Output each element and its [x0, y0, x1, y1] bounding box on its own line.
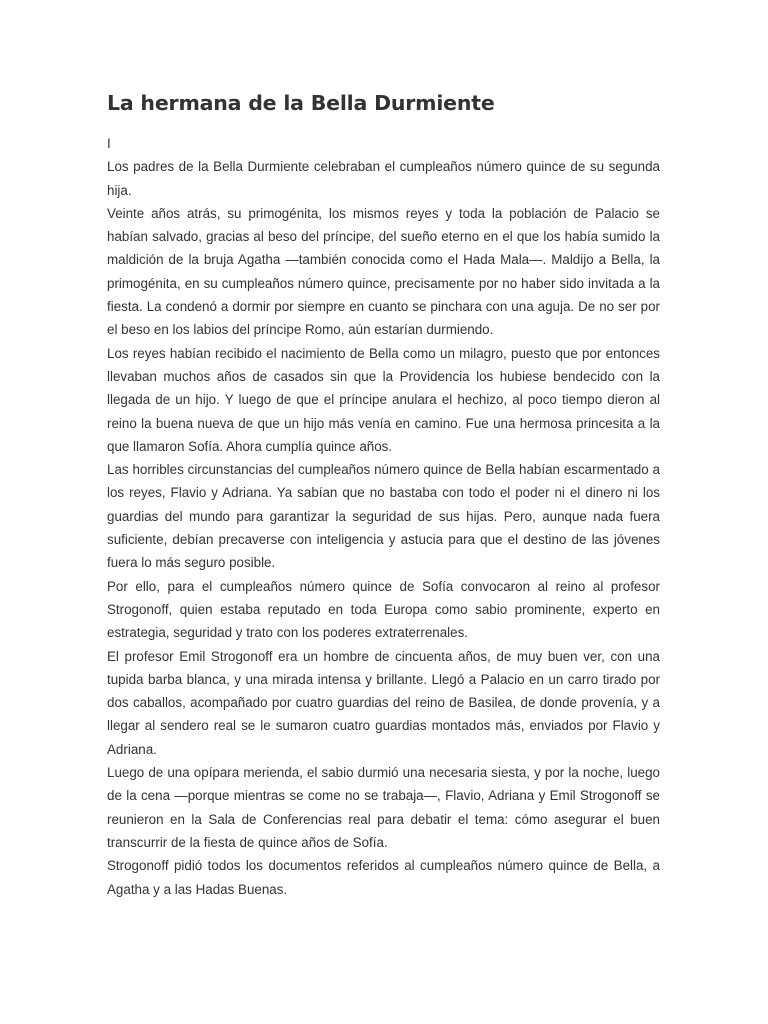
paragraph-8: Strogonoff pidió todos los documentos referidos al cumpleaños número quince de Bella, a Agatha y a las Hadas Buenas. — [107, 858, 660, 897]
paragraph-5: Por ello, para el cumpleaños número quince de Sofía convocaron al reino al profesor Strogonoff, quien estaba reputado en toda Europa como sabio prominente, experto en estrategia, seguridad y trato con los poderes extraterrenales. — [107, 578, 660, 641]
document-title: La hermana de la Bella Durmiente — [107, 91, 495, 115]
paragraph-3: Los reyes habían recibido el nacimiento de Bella como un milagro, puesto que por entonces llevaban muchos años de casados sin que la Providencia los hubiese bendecido con la llegada de un hijo. Y luego de que el príncipe anulara el hechizo, al poco tiempo dieron al reino la buena nueva de que un hijo más venía en camino. Fue una hermosa princesita a la que llamaron Sofía. Ahora cumplía quince años. — [107, 345, 660, 454]
paragraph-4: Las horribles circunstancias del cumpleaños número quince de Bella habían escarmentado a los reyes, Flavio y Adriana. Ya sabían que no bastaba con todo el poder ni el dinero ni los guardias del mundo para garantizar la seguridad de sus hijas. Pero, aunque nada fuera suficiente, debían precaverse con inteligencia y astucia para que el destino de las jóvenes fuera lo más seguro posible. — [107, 462, 660, 571]
paragraph-1: Los padres de la Bella Durmiente celebraban el cumpleaños número quince de su segunda hija. — [107, 159, 660, 198]
chapter-number: I — [107, 136, 111, 151]
document-page — [107, 88, 660, 901]
paragraph-6: El profesor Emil Strogonoff era un hombre de cincuenta años, de muy buen ver, con una tupida barba blanca, y una mirada intensa y brillante. Llegó a Palacio en un carro tirado por dos caballos, acompañado por cuatro guardias del reino de Basilea, de donde provenía, y a llegar al sendero real se le sumaron cuatro guardias montados más, enviados por Flavio y Adriana. — [107, 648, 660, 757]
paragraph-2: Veinte años atrás, su primogénita, los mismos reyes y toda la población de Palacio se habían salvado, gracias al beso del príncipe, del sueño eterno en el que los había sumido la maldición de la bruja Agatha —también conocida como el Hada Mala—. Maldijo a Bella, la primogénita, en su cumpleaños número quince, precisamente por no haber sido invitada a la fiesta. La condenó a dormir por siempre en cuanto se pinchara con una aguja. De no ser por el beso en los labios del príncipe Romo, aún estarían durmiendo. — [107, 205, 660, 338]
paragraph-7: Luego de una opípara merienda, el sabio durmió una necesaria siesta, y por la noche, luego de la cena —porque mientras se come no se trabaja—, Flavio, Adriana y Emil Strogonoff se reunieron en la Sala de Conferencias real para debatir el tema: cómo asegurar el buen transcurrir de la fiesta de quince años de Sofía. — [107, 765, 660, 850]
